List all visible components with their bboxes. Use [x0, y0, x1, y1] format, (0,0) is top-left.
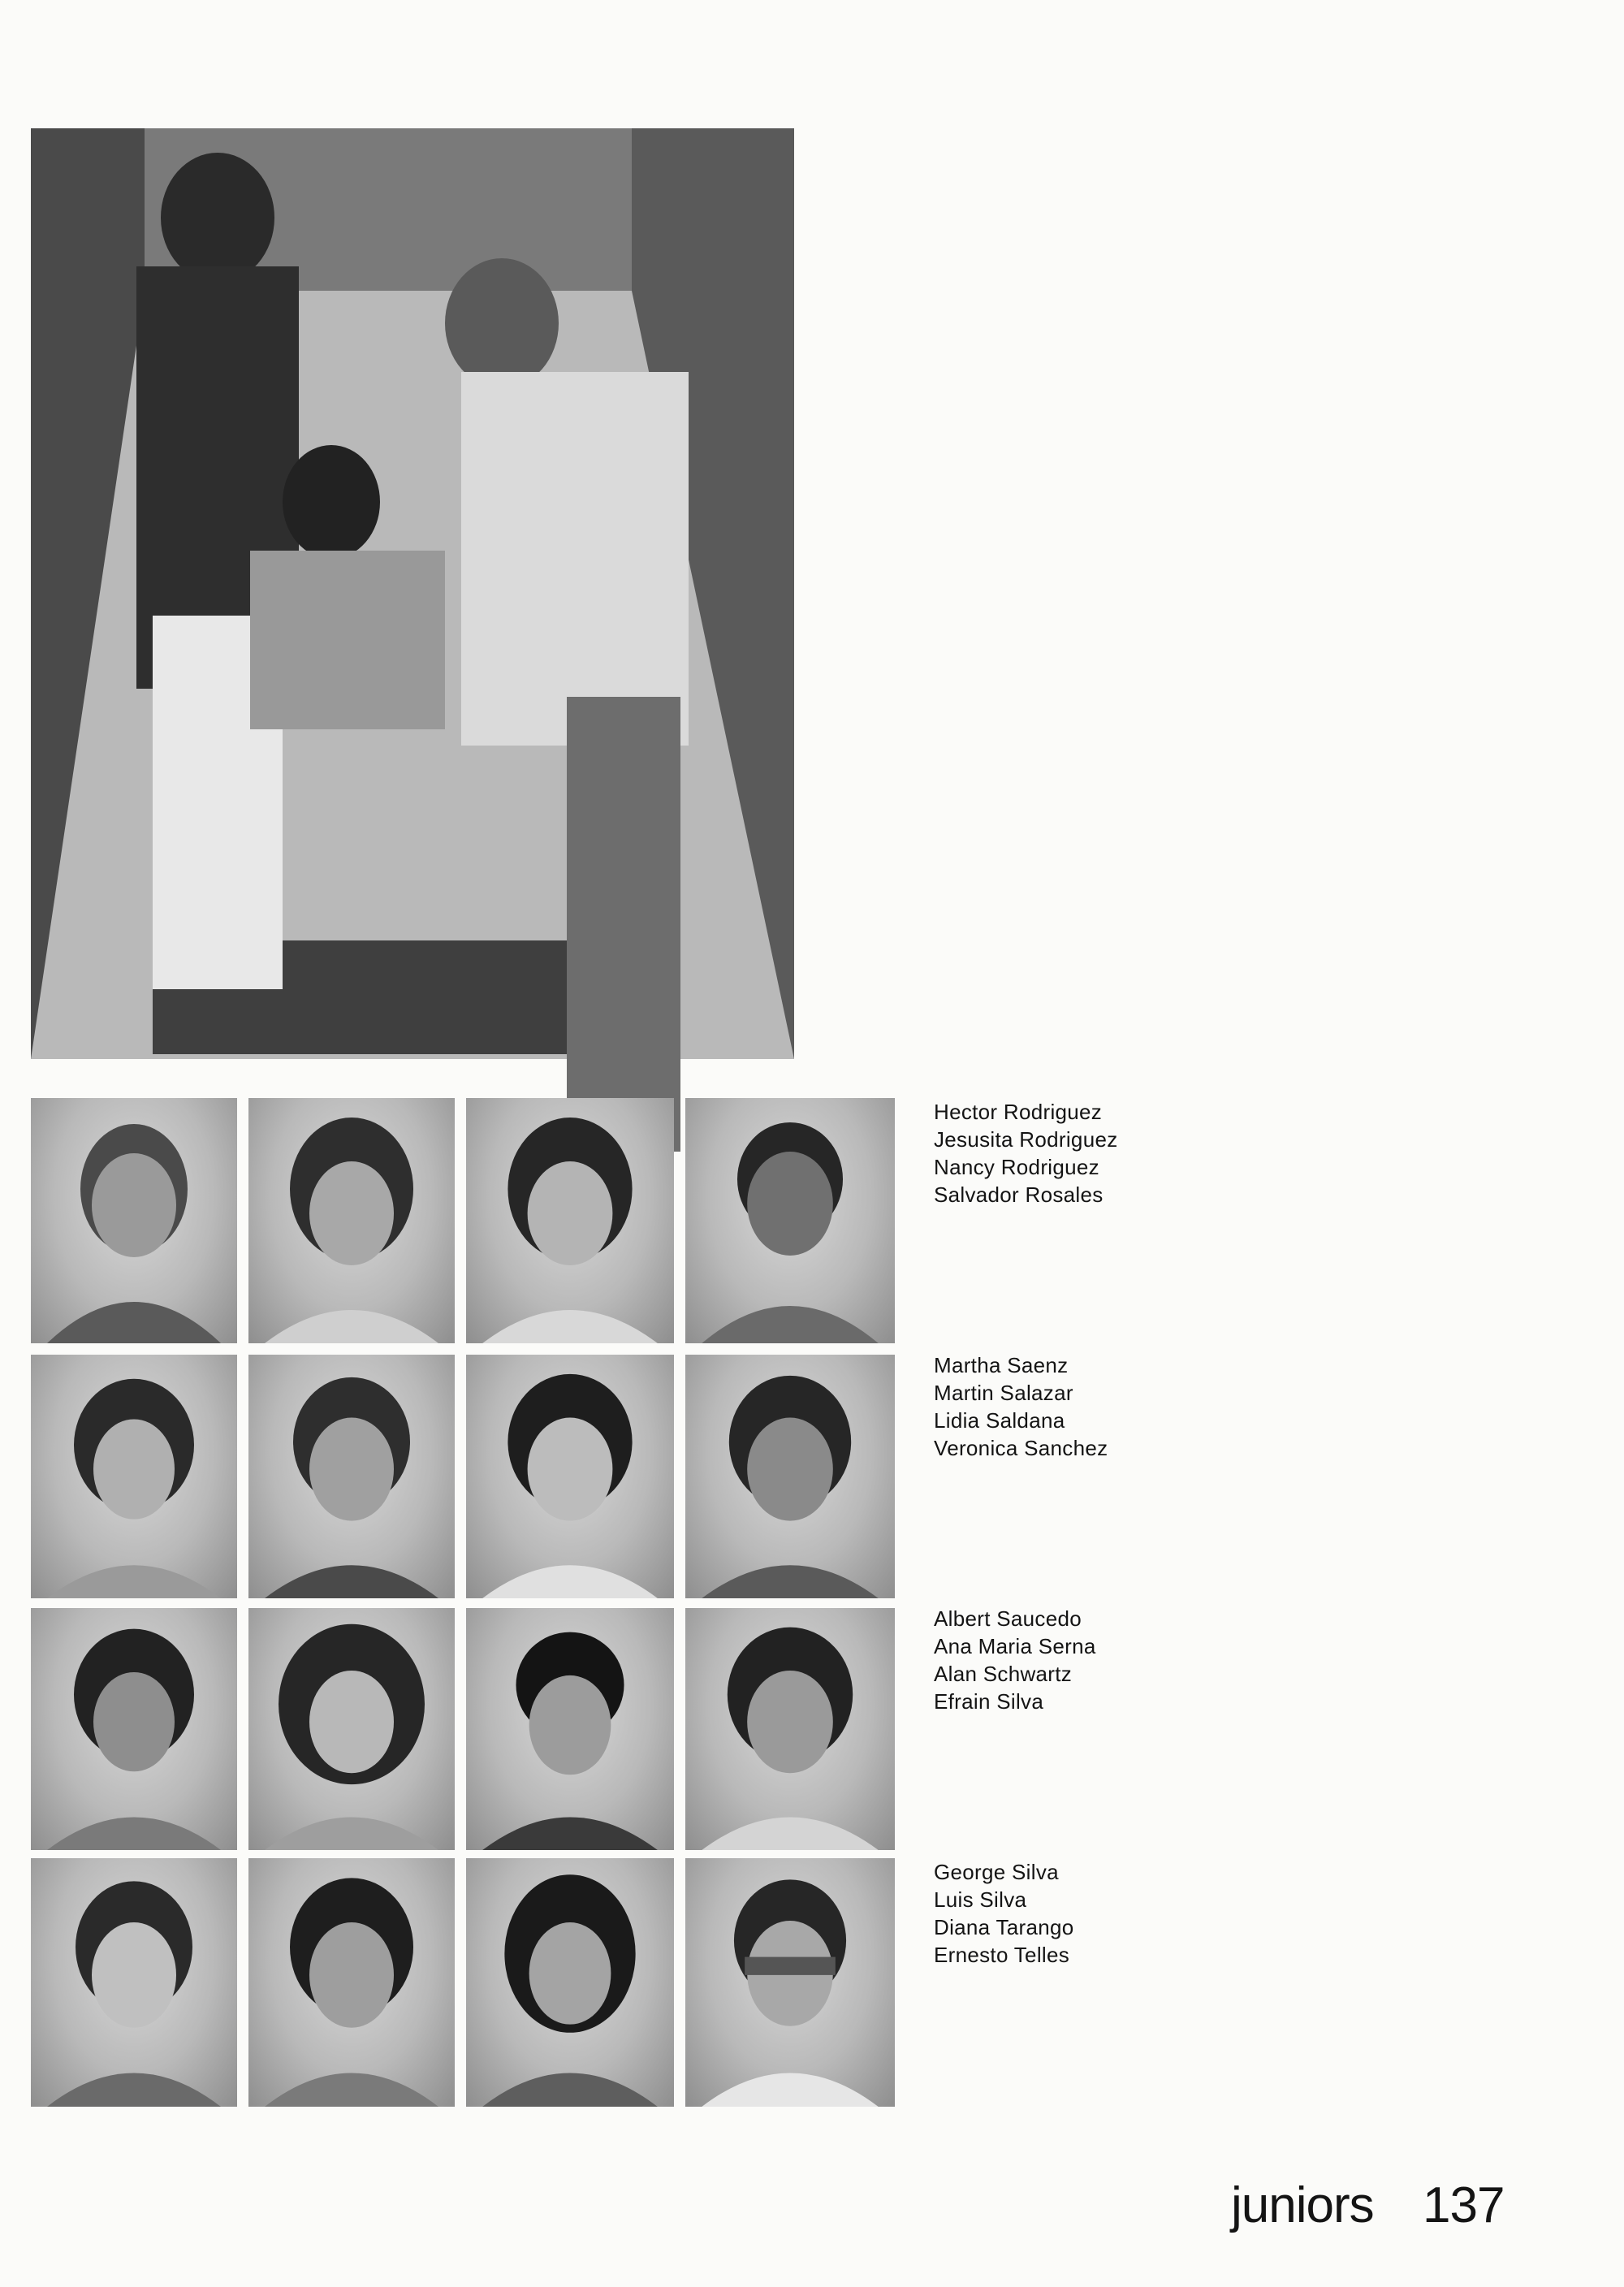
portrait-silhouette [685, 1608, 895, 1850]
portrait [31, 1858, 237, 2107]
student-name: Salvador Rosales [934, 1182, 1104, 1207]
portrait-silhouette [466, 1098, 674, 1343]
portrait [685, 1098, 895, 1343]
portrait [466, 1098, 674, 1343]
name-list-row-2 [934, 1351, 1202, 1462]
portrait-silhouette [248, 1608, 455, 1850]
page-number: 137 [1423, 2177, 1505, 2233]
portrait-silhouette [31, 1608, 237, 1850]
name-list-row-4 [934, 1858, 1202, 1969]
portrait-silhouette [248, 1355, 455, 1598]
student-name: Hector Rodriguez [934, 1100, 1103, 1124]
portrait-silhouette [685, 1098, 895, 1343]
student-name: Nancy Rodriguez [934, 1155, 1099, 1179]
portrait [685, 1608, 895, 1850]
name-list-row-3 [934, 1605, 1202, 1715]
portrait [248, 1608, 455, 1850]
section-label: juniors [1231, 2177, 1374, 2233]
portrait [248, 1858, 455, 2107]
student-name: Veronica Sanchez [934, 1436, 1108, 1460]
student-name: George Silva [934, 1860, 1059, 1884]
student-name: Alan Schwartz [934, 1662, 1073, 1686]
student-name: Lidia Saldana [934, 1408, 1065, 1433]
portrait-silhouette [31, 1355, 237, 1598]
student-name: Ana Maria Serna [934, 1634, 1096, 1658]
portrait-silhouette [31, 1858, 237, 2107]
portrait [31, 1608, 237, 1850]
name-list-row-1 [934, 1098, 1202, 1208]
portrait [31, 1355, 237, 1598]
student-name: Martha Saenz [934, 1353, 1069, 1377]
portrait-silhouette [466, 1858, 674, 2107]
student-name: Ernesto Telles [934, 1943, 1070, 1967]
portrait [248, 1355, 455, 1598]
portrait-silhouette [248, 1098, 455, 1343]
portrait-silhouette [31, 1098, 237, 1343]
portrait [685, 1355, 895, 1598]
portrait [685, 1858, 895, 2107]
portrait [466, 1858, 674, 2107]
student-name: Diana Tarango [934, 1915, 1074, 1939]
portrait [466, 1355, 674, 1598]
portrait-silhouette [248, 1858, 455, 2107]
student-name: Efrain Silva [934, 1689, 1044, 1714]
portrait-silhouette [685, 1858, 895, 2107]
student-name: Luis Silva [934, 1887, 1027, 1912]
photo-illustration [31, 128, 794, 1059]
portrait [248, 1098, 455, 1343]
portrait-silhouette [466, 1608, 674, 1850]
portrait-silhouette [466, 1355, 674, 1598]
portrait [466, 1608, 674, 1850]
portrait [31, 1098, 237, 1343]
student-name: Albert Saucedo [934, 1606, 1082, 1631]
student-name: Jesusita Rodriguez [934, 1127, 1118, 1152]
student-name: Martin Salazar [934, 1381, 1073, 1405]
main-photo [31, 128, 794, 1059]
portrait-silhouette [685, 1355, 895, 1598]
